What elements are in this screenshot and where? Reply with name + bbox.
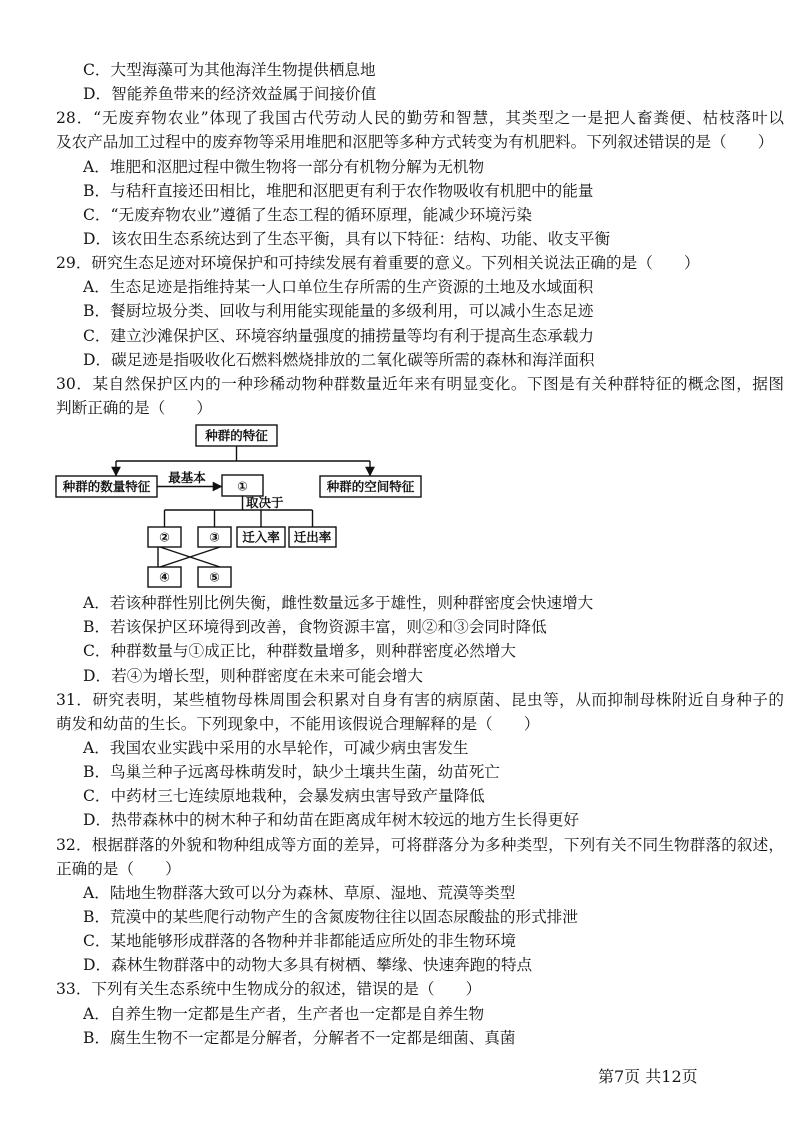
q32-stem-line-1: 32．根据群落的外貌和物种组成等方面的差异，可将群落分为多种类型，下列有关不同生物群落的叙述， xyxy=(56,835,784,854)
population-concept-diagram xyxy=(56,420,784,591)
q31-option-c: C．中药材三七连续原地栽种，会暴发病虫害导致产量降低 xyxy=(83,787,485,806)
q32-option-c: C．某地能够形成群落的各物种并非都能适应所处的非生物环境 xyxy=(83,932,516,951)
q30-option-d: D．若④为增长型，则种群密度在未来可能会增大 xyxy=(83,666,423,685)
q28-option-c: C．“无废弃物农业”遵循了生态工程的循环原理，能减少环境污染 xyxy=(83,205,532,224)
q30-stem-line-1: 30．某自然保护区内的一种珍稀动物种群数量近年来有明显变化。下图是有关种群特征的概念图，据图 xyxy=(56,374,784,393)
q29-option-a: A．生态足迹是指维持某一人口单位生存所需的生产资源的土地及水域面积 xyxy=(83,278,594,297)
label-depends-on: 取决于 xyxy=(246,495,284,511)
page-number-footer: 第7页 共12页 xyxy=(598,1067,698,1086)
exam-content xyxy=(56,58,784,1050)
q28-option-a: A．堆肥和沤肥过程中微生物将一部分有机物分解为无机物 xyxy=(83,157,485,176)
q33-option-b: B．腐生生物不一定都是分解者，分解者不一定都是细菌、真菌 xyxy=(83,1028,516,1047)
diagram-canvas xyxy=(0,420,800,591)
q32-option-d: D．森林生物群落中的动物大多具有树栖、攀缘、快速奔跑的特点 xyxy=(83,956,533,975)
q30-stem-line-2: 判断正确的是（ ） xyxy=(56,398,212,417)
q29-option-b: B．餐厨垃圾分类、回收与利用能实现能量的多级利用，可以减小生态足迹 xyxy=(83,302,594,321)
label-population-characteristics: 种群的特征 xyxy=(205,428,268,444)
prev-question-option-c: C．大型海藻可为其他海洋生物提供栖息地 xyxy=(83,61,376,79)
q29-option-d: D．碳足迹是指吸收化石燃料燃烧排放的二氧化碳等所需的森林和海洋面积 xyxy=(83,350,595,369)
label-1: ① xyxy=(237,478,248,494)
q30-option-c: C．种群数量与①成正比，种群数量增多，则种群密度必然增大 xyxy=(83,642,516,661)
q29-option-c: C．建立沙滩保护区、环境容纳量强度的捕捞量等均有利于提高生态承载力 xyxy=(83,326,594,345)
q32-option-b: B．荒漠中的某些爬行动物产生的含氮废物往往以固态尿酸盐的形式排泄 xyxy=(83,907,578,926)
label-2: ② xyxy=(159,529,170,545)
label-3: ③ xyxy=(209,529,220,545)
label-5: ⑤ xyxy=(209,569,220,585)
q31-option-b: B．鸟巢兰种子远离母株萌发时，缺少土壤共生菌，幼苗死亡 xyxy=(83,763,500,782)
label-immigration-rate: 迁入率 xyxy=(242,529,280,545)
q28-option-b: B．与秸秆直接还田相比，堆肥和沤肥更有利于农作物吸收有机肥中的能量 xyxy=(83,181,594,200)
q28-stem-line-2: 及农产品加工过程中的废弃物等采用堆肥和沤肥等多种方式转变为有机肥料。下列叙述错误的是（ ） xyxy=(56,133,774,152)
label-spatial-characteristics: 种群的空间特征 xyxy=(326,479,415,495)
prev-question-option-d: D．智能养鱼带来的经济效益属于间接价值 xyxy=(83,85,377,104)
label-most-basic: 最基本 xyxy=(168,470,206,486)
q31-stem-line-2: 萌发和幼苗的生长。下列现象中，不能用该假说合理解释的是（ ） xyxy=(56,714,540,733)
q33-stem-line-1: 33．下列有关生态系统中生物成分的叙述，错误的是（ ） xyxy=(56,980,482,999)
q33-option-a: A．自养生物一定都是生产者，生产者也一定都是自养生物 xyxy=(83,1004,485,1023)
q31-option-a: A．我国农业实践中采用的水旱轮作，可减少病虫害发生 xyxy=(83,738,469,757)
q31-stem-line-1: 31．研究表明，某些植物母株周围会积累对自身有害的病原菌、昆虫等，从而抑制母株附近自身种子的 xyxy=(56,690,784,709)
q28-option-d: D．该农田生态系统达到了生态平衡，具有以下特征：结构、功能、收支平衡 xyxy=(83,229,611,248)
q32-stem-line-2: 正确的是（ ） xyxy=(56,859,181,878)
label-emigration-rate: 迁出率 xyxy=(293,529,332,545)
q30-option-a: A．若该种群性别比例失衡，雌性数量远多于雄性，则种群密度会快速增大 xyxy=(83,594,594,613)
q32-option-a: A．陆地生物群落大致可以分为森林、草原、湿地、荒漠等类型 xyxy=(83,883,516,902)
q31-option-d: D．热带森林中的树木种子和幼苗在距离成年树木较远的地方生长得更好 xyxy=(83,811,579,830)
label-4: ④ xyxy=(159,569,170,585)
q30-option-b: B．若该保护区环境得到改善，食物资源丰富，则②和③会同时降低 xyxy=(83,618,547,637)
q28-stem-line-1: 28．“无废弃物农业”体现了我国古代劳动人民的勤劳和智慧，其类型之一是把人畜粪便、枯枝落叶以 xyxy=(56,109,784,128)
q29-stem-line-1: 29．研究生态足迹对环境保护和可持续发展有着重要的意义。下列相关说法正确的是（ ） xyxy=(56,254,700,273)
label-quantity-characteristics: 种群的数量特征 xyxy=(62,479,151,495)
